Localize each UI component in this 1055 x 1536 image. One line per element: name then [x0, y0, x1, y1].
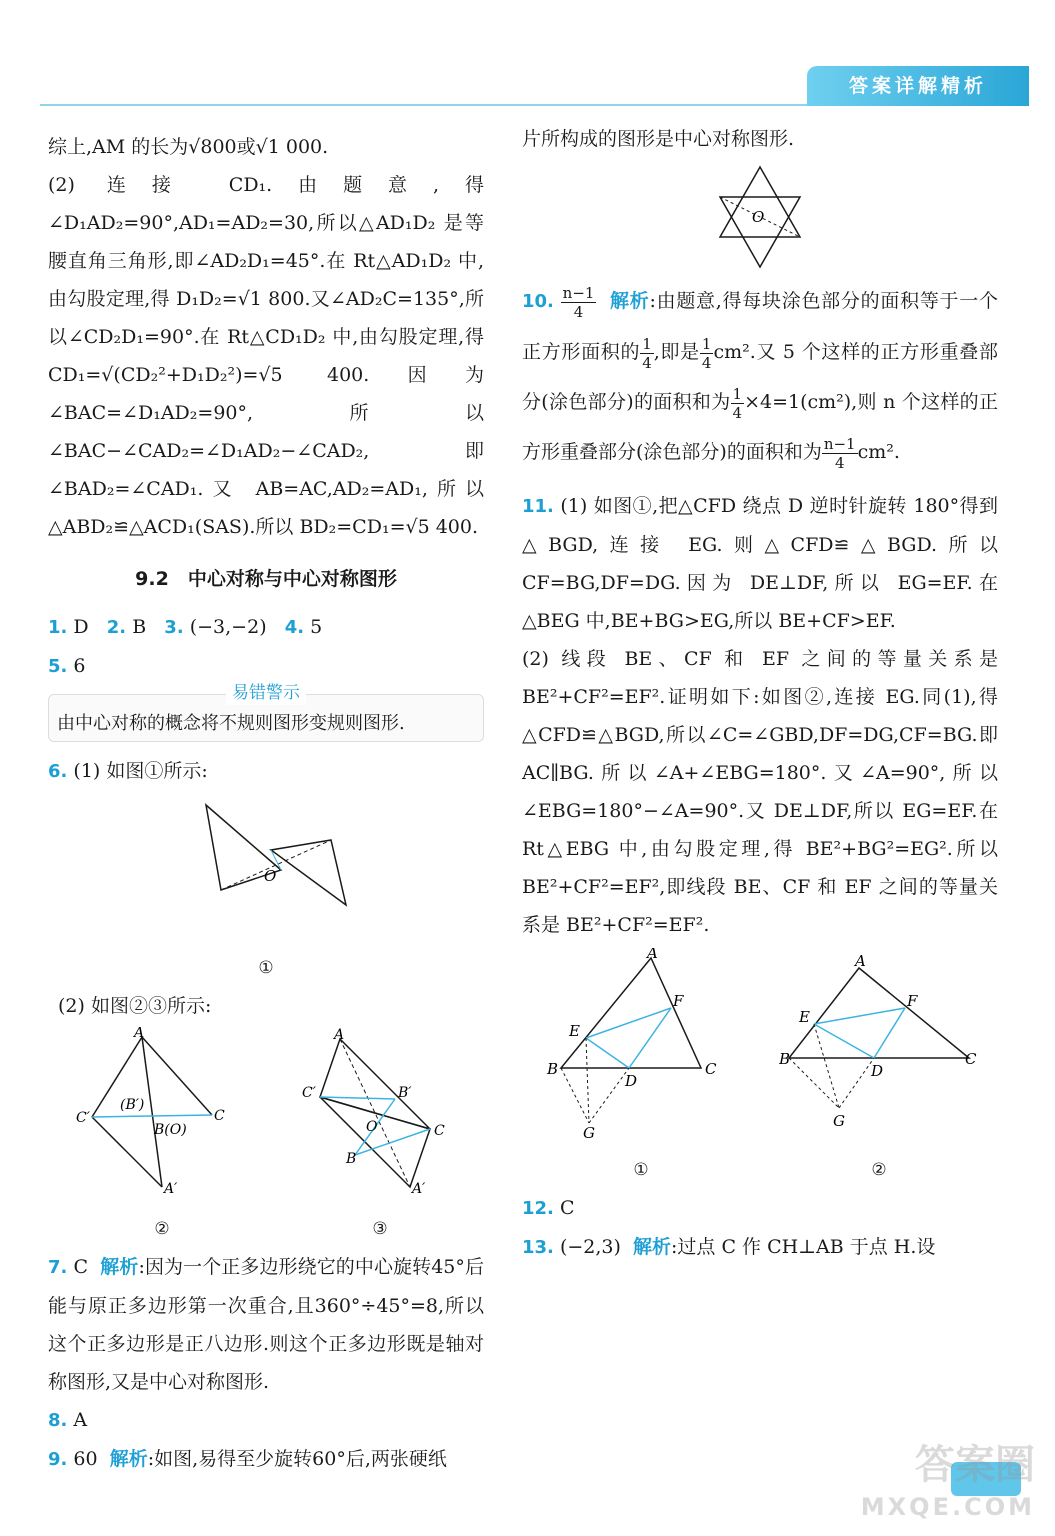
section-title: 9.2 中心对称与中心对称图形 [135, 568, 397, 590]
figure-11a [541, 948, 741, 1138]
q6-part1: 6. (1) 如图①所示: [48, 760, 208, 782]
svg-text:D: D [625, 1072, 638, 1090]
svg-text:B: B [779, 1050, 791, 1068]
svg-text:F: F [673, 992, 684, 1010]
answer-11-part2: (2) 线段 BE、CF 和 EF 之间的等量关系是 BE²+CF²=EF².证明如下:如图②,连接 EG.同(1),得△CFD≌△BGD,所以∠C=∠GBD,DF=DG,CF=BG.即 AC∥BG.所以∠A+∠EBG=180°.又∠A=90°,所以∠EBG=180°−∠A=90°.又 DE⊥DF,所以 EG=EF.在 Rt△EBG 中,由勾股定理,得 BE²+BG²=EG².所以 BE²+CF²=EF²,即线段 BE、CF 和 EF 之间的等量关系是 BE²+CF²=EF². [522, 648, 998, 936]
svg-text:D: D [871, 1062, 884, 1080]
svg-text:A: A [855, 952, 866, 970]
tip-label: 易错警示 [226, 681, 306, 705]
svg-text:(B′): (B′) [120, 1097, 145, 1113]
svg-text:C′: C′ [302, 1085, 316, 1101]
svg-text:E: E [799, 1008, 810, 1026]
q6-part2: (2) 如图②③所示: [58, 995, 212, 1017]
svg-text:C: C [965, 1050, 977, 1068]
fig11b-caption: ② [871, 1160, 887, 1180]
svg-text:G: G [833, 1112, 845, 1130]
svg-text:B: B [346, 1151, 357, 1167]
fig11a-caption: ① [633, 1160, 649, 1180]
svg-text:C: C [434, 1123, 445, 1139]
figure-11b [779, 948, 979, 1138]
left-p2: (2) 连接 CD₁.由题意,得∠D₁AD₂=90°,AD₁=AD₂=30,所以△AD₁D₂ 是等腰直角三角形,即∠AD₂D₁=45°.在 Rt△AD₁D₂ 中,由勾股定理,得 D₁D₂=√1 800.又∠AD₂C=135°,所以∠CD₂D₁=90°.在 Rt△CD₁D₂ 中,由勾股定理,得 CD₁=√(CD₂²+D₁D₂²)=√5 400.因为∠BAC=∠D₁AD₂=90°,所以∠BAC−∠CAD₂=∠D₁AD₂−∠CAD₂,即∠BAD₂=∠CAD₁.又 AB=AC,AD₂=AD₁,所以△ABD₂≌△ACD₁(SAS).所以 BD₂=CD₁=√5 400. [48, 174, 484, 538]
svg-text:C: C [214, 1108, 225, 1124]
left-p1: 综上,AM 的长为√800或√1 000. [48, 136, 329, 158]
bowtie-o-label: O [264, 867, 277, 885]
answer-7: 7. C 解析:因为一个正多边形绕它的中心旋转45°后能与原正多边形第一次重合,且360°÷45°=8,所以这个正多边形是正八边形.则这个正多边形既是轴对称图形,又是中心对称图形. [48, 1256, 484, 1393]
answer-11-part1: 11. (1) 如图①,把△CFD 绕点 D 逆时针旋转 180°得到△BGD,连接 EG.则△CFD≌△BGD.所以 CF=BG,DF=DG.因为 DE⊥DF,所以 EG=EF.在△BEG 中,BE+BG>EG,所以 BE+CF>EF. [522, 495, 999, 632]
left-column [48, 128, 484, 1479]
fig11-row [522, 948, 998, 1189]
svg-text:E: E [569, 1022, 580, 1040]
svg-text:A: A [647, 948, 658, 962]
fig23-row [48, 1027, 484, 1248]
tip-text: 由中心对称的概念将不规则图形变规则图形. [57, 713, 405, 734]
fig2-caption: ② [154, 1219, 170, 1239]
answers-1-4: 1. D 2. B 3. (−3,−2) 4. 5 [48, 616, 323, 638]
figure-2 [72, 1027, 252, 1197]
fig3-caption: ③ [372, 1219, 388, 1239]
figure-star [710, 162, 810, 272]
svg-text:A′: A′ [412, 1181, 426, 1197]
svg-text:B: B [547, 1060, 559, 1078]
svg-text:O: O [366, 1119, 378, 1135]
svg-text:C′: C′ [76, 1110, 90, 1126]
fig1-caption: ① [258, 958, 274, 978]
right-cont: 片所构成的图形是中心对称图形. [522, 128, 795, 150]
svg-text:C: C [705, 1060, 717, 1078]
svg-text:B′: B′ [398, 1085, 412, 1101]
star-o-label: O [752, 208, 765, 226]
answer-5: 5. 6 [48, 655, 86, 677]
tip-box [48, 683, 484, 742]
svg-text:A′: A′ [164, 1181, 178, 1197]
svg-text:B(O): B(O) [154, 1122, 187, 1138]
answer-12: 12. C [522, 1197, 575, 1219]
svg-text:A: A [134, 1027, 145, 1041]
figure-3 [300, 1027, 460, 1197]
svg-text:F: F [907, 992, 918, 1010]
answer-10: 10. $\frac{n-1}{4}$ 解析:由题意,得每块涂色部分的面积等于一个正方形面积的 $\frac{1}{4}$ ,即是 $\frac{1}{4}$ cm².又 5 个这样的正方形重叠部分(涂色部分)的面积和为 $\frac{1}{4}$ ×4=1(cm²),则 n 个这样的正方形重叠部分(涂色部分)的面积和为 $\frac{n-1}{4}$ cm². [522, 283, 998, 472]
answer-9: 9. 60 解析:如图,易得至少旋转60°后,两张硬纸 [48, 1448, 447, 1470]
answer-8: 8. A [48, 1409, 88, 1431]
svg-text:A: A [334, 1027, 345, 1043]
figure-bowtie [166, 795, 366, 945]
svg-text:G: G [583, 1124, 595, 1138]
answer-13: 13. (−2,3) 解析:过点 C 作 CH⊥AB 于点 H.设 [522, 1236, 936, 1258]
header-tab: 答案详解精析 [807, 66, 1029, 106]
watermark: 答案圈 MXQE.COM [860, 1442, 1035, 1521]
right-column [522, 120, 998, 1267]
